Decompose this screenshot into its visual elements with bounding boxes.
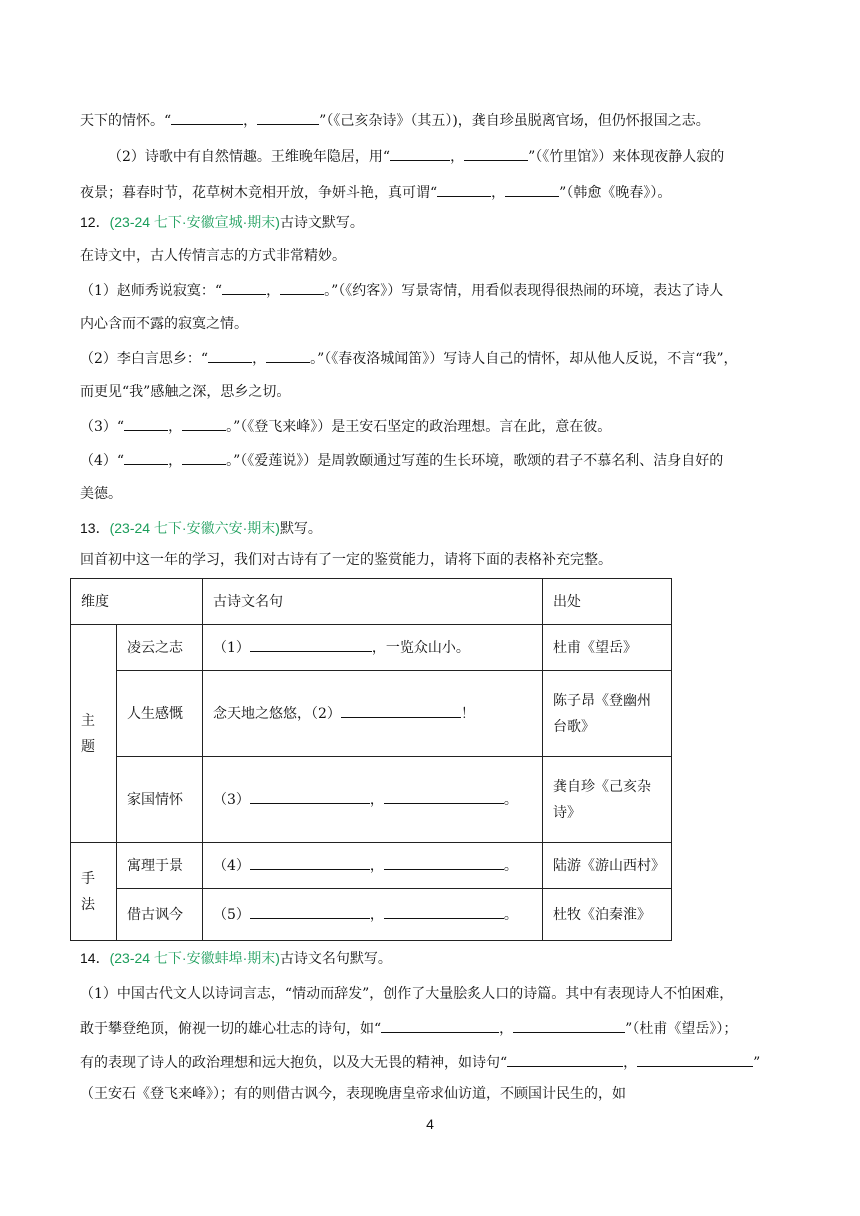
answer-blank[interactable] [171,110,243,125]
text: 。”（《春夜洛城闻笛》）写诗人自己的情怀，却从他人反说，不言“我”， [310,351,738,367]
q14-item-1-line-2 [80,1018,780,1039]
text: ， [450,149,465,165]
header-quote: 古诗文名句 [203,579,543,625]
q12-item-2-cont [80,382,780,402]
table-row [71,757,672,843]
text: ！ [460,705,475,722]
question-13-heading [80,518,780,539]
answer-blank[interactable] [266,348,310,363]
row-dimension: 家国情怀 [117,757,203,843]
text: 夜景；暮春时节，花草树木竞相开放，争妍斗艳，真可谓“ [80,185,438,201]
text: 。”（《爱莲说》）是周敦颐通过写莲的生长环境，歌颂的君子不慕名利、洁身自好的 [226,453,724,469]
row-quote [203,843,543,889]
intro-line-1 [80,110,780,131]
text: 。 [503,906,518,923]
text: 。”（《登飞来峰》）是王安石坚定的政治理想。言在此，意在彼。 [226,419,612,435]
text: ， [168,419,183,435]
answer-blank[interactable] [208,348,252,363]
answer-blank[interactable] [384,789,504,804]
group-theme: 主题 [71,625,117,843]
q12-item-2 [80,348,780,369]
table-row [71,843,672,889]
row-quote [203,671,543,757]
text: （2）李白言思乡：“ [80,351,209,367]
row-dimension: 凌云之志 [117,625,203,671]
question-12-heading [80,212,780,233]
answer-blank[interactable] [507,1052,623,1067]
question-title: 古诗文名句默写。 [279,951,392,967]
text: ， [623,1055,638,1071]
text: 。”（《约客》）写景寄情，用看似表现得很热闹的环境，表达了诗人 [324,283,724,299]
answer-blank[interactable] [384,904,504,919]
answer-blank[interactable] [182,416,226,431]
text: ， [252,351,267,367]
q14-item-1-line-3 [80,1052,780,1073]
text: （4） [213,857,250,874]
text: ”（杜甫《望岳》）； [625,1021,738,1037]
text: 敢于攀登绝顶，俯视一切的雄心壮志的诗句，如“ [80,1021,382,1037]
text: ， [243,113,258,129]
row-source: 龚自珍《己亥杂诗》 [543,757,672,843]
text: （王安石《登飞来峰》）；有的则借古讽今，表现晚唐皇帝求仙访道，不顾国计民生的，如 [80,1086,626,1102]
text: （4）“ [80,453,125,469]
question-number: 14． [80,950,110,966]
text: ”（韩愈《晚春》）。 [559,185,672,201]
row-quote [203,625,543,671]
answer-blank[interactable] [250,855,370,870]
answer-blank[interactable] [637,1052,753,1067]
intro-line-2 [108,146,808,167]
text: 有的表现了诗人的政治理想和远大抱负，以及大无畏的精神，如诗句“ [80,1055,508,1071]
text: 美德。 [80,486,122,502]
answer-blank[interactable] [384,855,504,870]
text: ， [266,283,281,299]
text: ， [369,857,384,874]
intro-line-3 [80,182,780,203]
group-technique: 手法 [71,843,117,941]
text: （1）赵师秀说寂寞：“ [80,283,223,299]
table-header-row [71,579,672,625]
answer-blank[interactable] [505,182,559,197]
answer-blank[interactable] [250,904,370,919]
text: 而更见“我”感触之深，思乡之切。 [80,384,291,400]
q12-item-4-cont [80,484,780,504]
question-source: (23-24 七下·安徽六安·期末) [109,520,280,536]
row-quote [203,757,543,843]
q12-item-1-cont [80,314,780,334]
text: ， [369,906,384,923]
question-title: 古诗文默写。 [279,215,364,231]
text: ，一览众山小。 [371,639,470,656]
text: （5） [213,906,250,923]
q14-item-1-line-4 [80,1084,780,1104]
answer-blank[interactable] [280,280,324,295]
question-13-lead [80,550,780,570]
answer-blank[interactable] [437,182,491,197]
answer-blank[interactable] [341,703,461,718]
question-source: (23-24 七下·安徽蚌埠·期末) [109,950,280,966]
row-source: 杜甫《望岳》 [543,625,672,671]
table-row [71,889,672,941]
table-row [71,671,672,757]
question-14-heading [80,948,780,969]
answer-blank[interactable] [250,789,370,804]
text: ”（《竹里馆》）来体现夜静人寂的 [528,149,725,165]
header-dimension: 维度 [71,579,203,625]
question-12-lead [80,246,780,266]
text: 念天地之悠悠，（2） [213,705,341,722]
text: ， [369,791,384,808]
question-title: 默写。 [279,521,322,537]
q12-item-4 [80,450,780,471]
text: ， [499,1021,514,1037]
row-source: 杜牧《泊秦淮》 [543,889,672,941]
answer-blank[interactable] [222,280,266,295]
answer-blank[interactable] [257,110,319,125]
q12-item-3 [80,416,780,437]
row-quote [203,889,543,941]
answer-blank[interactable] [124,450,168,465]
question-source: (23-24 七下·安徽宣城·期末) [109,214,280,230]
poetry-table [70,578,672,941]
answer-blank[interactable] [464,146,528,161]
q12-item-1 [80,280,780,301]
text: 内心含而不露的寂寞之情。 [80,316,248,332]
header-source: 出处 [543,579,672,625]
row-dimension: 借古讽今 [117,889,203,941]
text: ”（《己亥杂诗》（其五）)，龚自珍虽脱离官场，但仍怀报国之志。 [319,113,710,129]
row-source: 陆游《游山西村》 [543,843,672,889]
text: 在诗文中，古人传情言志的方式非常精妙。 [80,248,346,264]
question-number: 13． [80,520,110,536]
row-source: 陈子昂《登幽州台歌》 [543,671,672,757]
answer-blank[interactable] [390,146,450,161]
text: 。 [503,857,518,874]
q14-item-1 [80,984,780,1004]
text: 回首初中这一年的学习，我们对古诗有了一定的鉴赏能力，请将下面的表格补充完整。 [80,552,612,568]
text: ， [168,453,183,469]
row-dimension: 人生感慨 [117,671,203,757]
text: 。 [503,791,518,808]
answer-blank[interactable] [250,637,372,652]
question-number: 12． [80,214,110,230]
table-row [71,625,672,671]
answer-blank[interactable] [182,450,226,465]
answer-blank[interactable] [124,416,168,431]
text: （1） [213,639,250,656]
answer-blank[interactable] [381,1018,499,1033]
text: （1）中国古代文人以诗词言志，“情动而辞发”，创作了大量脍炙人口的诗篇。其中有表现诗人不怕困难， [80,986,734,1002]
row-dimension: 寓理于景 [117,843,203,889]
text: （3） [213,791,250,808]
text: （3）“ [80,419,125,435]
page-number: 4 [426,1116,434,1132]
text: （2）诗歌中有自然情趣。王维晚年隐居，用“ [108,149,391,165]
text: 天下的情怀。“ [80,113,172,129]
answer-blank[interactable] [513,1018,625,1033]
text: ， [491,185,506,201]
text: ” [753,1055,761,1071]
